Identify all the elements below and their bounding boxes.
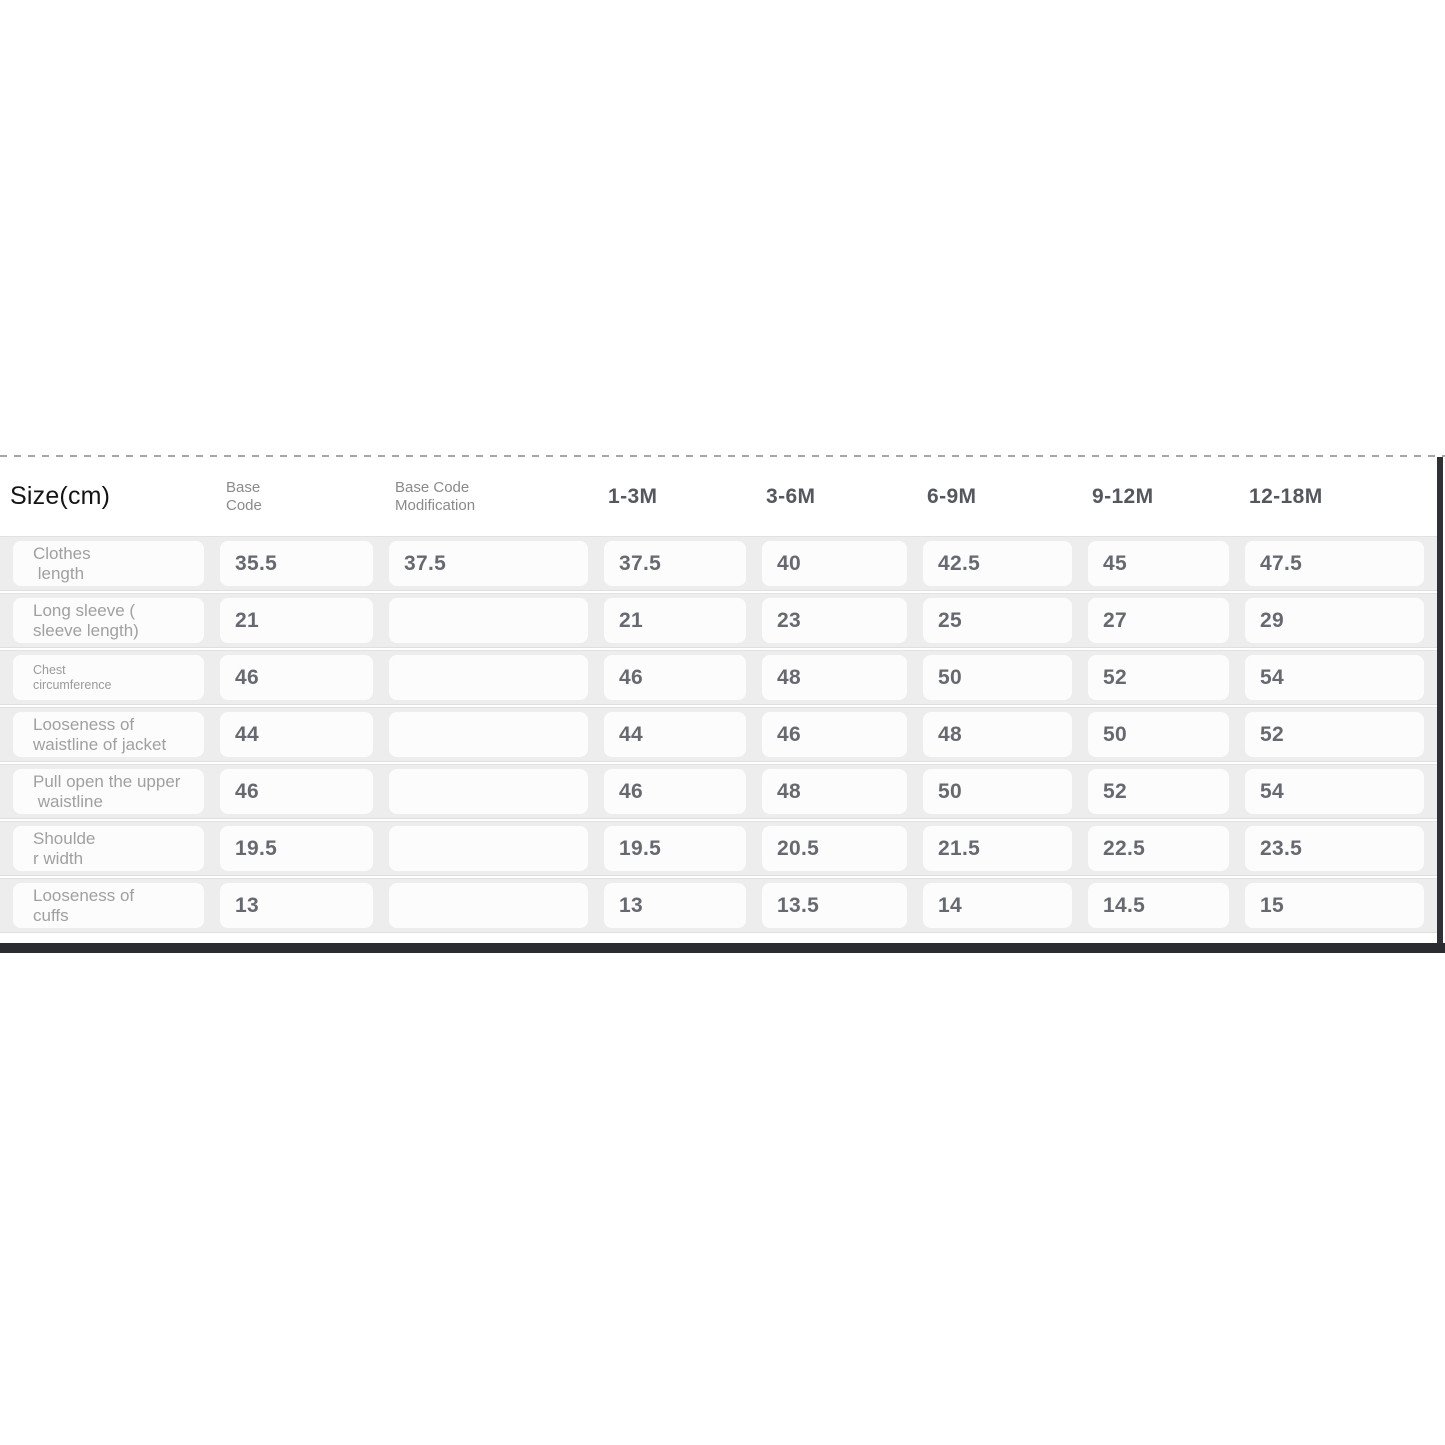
right-border-bar (1437, 457, 1443, 953)
bottom-border-bar (0, 943, 1445, 953)
column-header-base-code: Base Code (226, 478, 262, 514)
column-header-6-9m: 6-9M (927, 484, 977, 508)
value-cell: 25 (923, 598, 1072, 643)
value-cell: 14.5 (1088, 883, 1229, 928)
size-table (0, 457, 1437, 935)
value-cell: 37.5 (389, 541, 588, 586)
value-cell (389, 655, 588, 700)
table-row-clothes-length (0, 536, 1437, 591)
row-label: Looseness of cuffs (13, 883, 204, 928)
value-cell: 48 (762, 655, 907, 700)
value-cell: 50 (1088, 712, 1229, 757)
value-cell: 13 (604, 883, 746, 928)
row-label: Pull open the upper waistline (13, 769, 204, 814)
column-header-3-6m: 3-6M (766, 484, 816, 508)
value-cell: 50 (923, 769, 1072, 814)
table-header-row (0, 457, 1437, 536)
column-header-9-12m: 9-12M (1092, 484, 1154, 508)
value-cell: 52 (1088, 769, 1229, 814)
row-label: Clothes length (13, 541, 204, 586)
row-label: Chest circumference (13, 655, 204, 700)
row-label: Long sleeve ( sleeve length) (13, 598, 204, 643)
value-cell: 52 (1088, 655, 1229, 700)
value-cell: 27 (1088, 598, 1229, 643)
value-cell: 37.5 (604, 541, 746, 586)
value-cell: 54 (1245, 769, 1424, 814)
value-cell: 52 (1245, 712, 1424, 757)
value-cell: 21 (604, 598, 746, 643)
value-cell: 21.5 (923, 826, 1072, 871)
value-cell: 46 (220, 655, 373, 700)
value-cell: 13 (220, 883, 373, 928)
table-row-sleeve-length (0, 593, 1437, 648)
value-cell: 22.5 (1088, 826, 1229, 871)
value-cell: 48 (762, 769, 907, 814)
table-title: Size(cm) (10, 482, 111, 510)
value-cell: 23 (762, 598, 907, 643)
value-cell: 54 (1245, 655, 1424, 700)
table-row-shoulder-width (0, 821, 1437, 876)
value-cell: 47.5 (1245, 541, 1424, 586)
column-header-12-18m: 12-18M (1249, 484, 1323, 508)
value-cell: 19.5 (604, 826, 746, 871)
table-row-cuff-looseness (0, 878, 1437, 933)
value-cell (389, 598, 588, 643)
value-cell: 46 (604, 655, 746, 700)
value-cell: 29 (1245, 598, 1424, 643)
value-cell (389, 712, 588, 757)
value-cell: 50 (923, 655, 1072, 700)
value-cell: 13.5 (762, 883, 907, 928)
value-cell: 20.5 (762, 826, 907, 871)
table-row-waistline-looseness (0, 707, 1437, 762)
value-cell: 42.5 (923, 541, 1072, 586)
table-title-cell (6, 457, 212, 536)
value-cell: 44 (604, 712, 746, 757)
value-cell: 46 (220, 769, 373, 814)
row-label: Shoulde r width (13, 826, 204, 871)
table-row-pull-open-waistline (0, 764, 1437, 819)
column-header-1-3m: 1-3M (608, 484, 658, 508)
value-cell: 40 (762, 541, 907, 586)
row-label: Looseness of waistline of jacket (13, 712, 204, 757)
value-cell: 19.5 (220, 826, 373, 871)
table-row-chest-circumference (0, 650, 1437, 705)
column-header-base-code-modification: Base Code Modification (395, 478, 476, 514)
value-cell (389, 883, 588, 928)
value-cell: 23.5 (1245, 826, 1424, 871)
value-cell: 15 (1245, 883, 1424, 928)
value-cell: 14 (923, 883, 1072, 928)
value-cell: 48 (923, 712, 1072, 757)
value-cell: 46 (762, 712, 907, 757)
value-cell (389, 769, 588, 814)
value-cell: 35.5 (220, 541, 373, 586)
value-cell: 21 (220, 598, 373, 643)
value-cell: 46 (604, 769, 746, 814)
value-cell: 45 (1088, 541, 1229, 586)
value-cell (389, 826, 588, 871)
value-cell: 44 (220, 712, 373, 757)
